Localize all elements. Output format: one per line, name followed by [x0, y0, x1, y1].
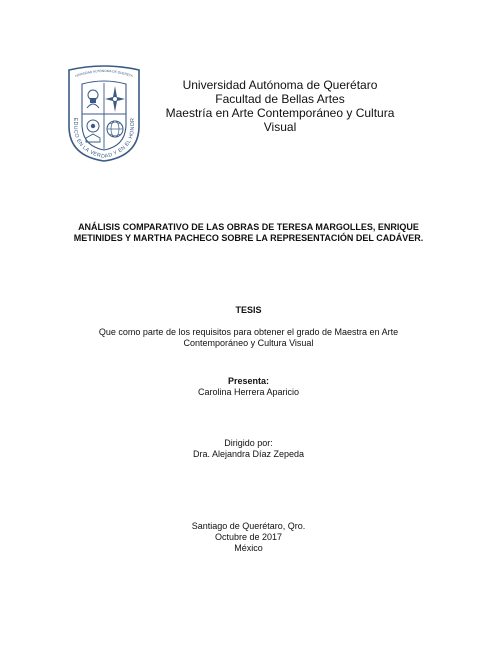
date: Octubre de 2017: [214, 532, 283, 542]
svg-text:EDUCO EN LA VERDAD Y EN EL HON: EDUCO EN LA VERDAD Y EN EL HONOR: [71, 117, 137, 161]
advisor-label: Dirigido por:: [224, 438, 273, 448]
place-date-block: [40, 521, 457, 554]
thesis-title-line-2: METINIDES Y MARTHA PACHECO SOBRE LA REPRESENTACIÓN DEL CADÁVER.: [73, 233, 424, 243]
presenter-name: Carolina Herrera Aparicio: [197, 387, 300, 397]
faculty-name: Facultad de Bellas Artes: [215, 92, 345, 106]
thesis-type-block: [40, 305, 457, 316]
degree-purpose: [40, 327, 457, 349]
thesis-title-line-1: ANÁLISIS COMPARATIVO DE LAS OBRAS DE TERESA MARGOLLES, ENRIQUE: [78, 222, 419, 232]
advisor-block: [40, 438, 457, 460]
country: México: [234, 543, 263, 553]
institution-header: [156, 78, 404, 134]
program-name: Maestría en Arte Contemporáneo y Cultura Visual: [165, 106, 395, 134]
degree-purpose-line-1: Que como parte de los requisitos para obtener el grado de Maestra en Arte: [98, 327, 399, 337]
thesis-label: TESIS: [235, 305, 262, 315]
presenter-label: Presenta:: [227, 376, 270, 386]
university-seal-logo: [66, 64, 142, 162]
presenter-block: [40, 376, 457, 398]
svg-text:UNIVERSIDAD AUTÓNOMA DE QUERÉT: IVERSIDAD AUTÓNOMA DE QUERÉTA: [74, 68, 134, 79]
advisor-name: Dra. Alejandra Díaz Zepeda: [192, 449, 305, 459]
thesis-title: [44, 222, 453, 244]
university-name: Universidad Autónoma de Querétaro: [182, 78, 378, 92]
degree-purpose-line-2: Contemporáneo y Cultura Visual: [183, 338, 314, 348]
city: Santiago de Querétaro, Qro.: [191, 521, 306, 531]
